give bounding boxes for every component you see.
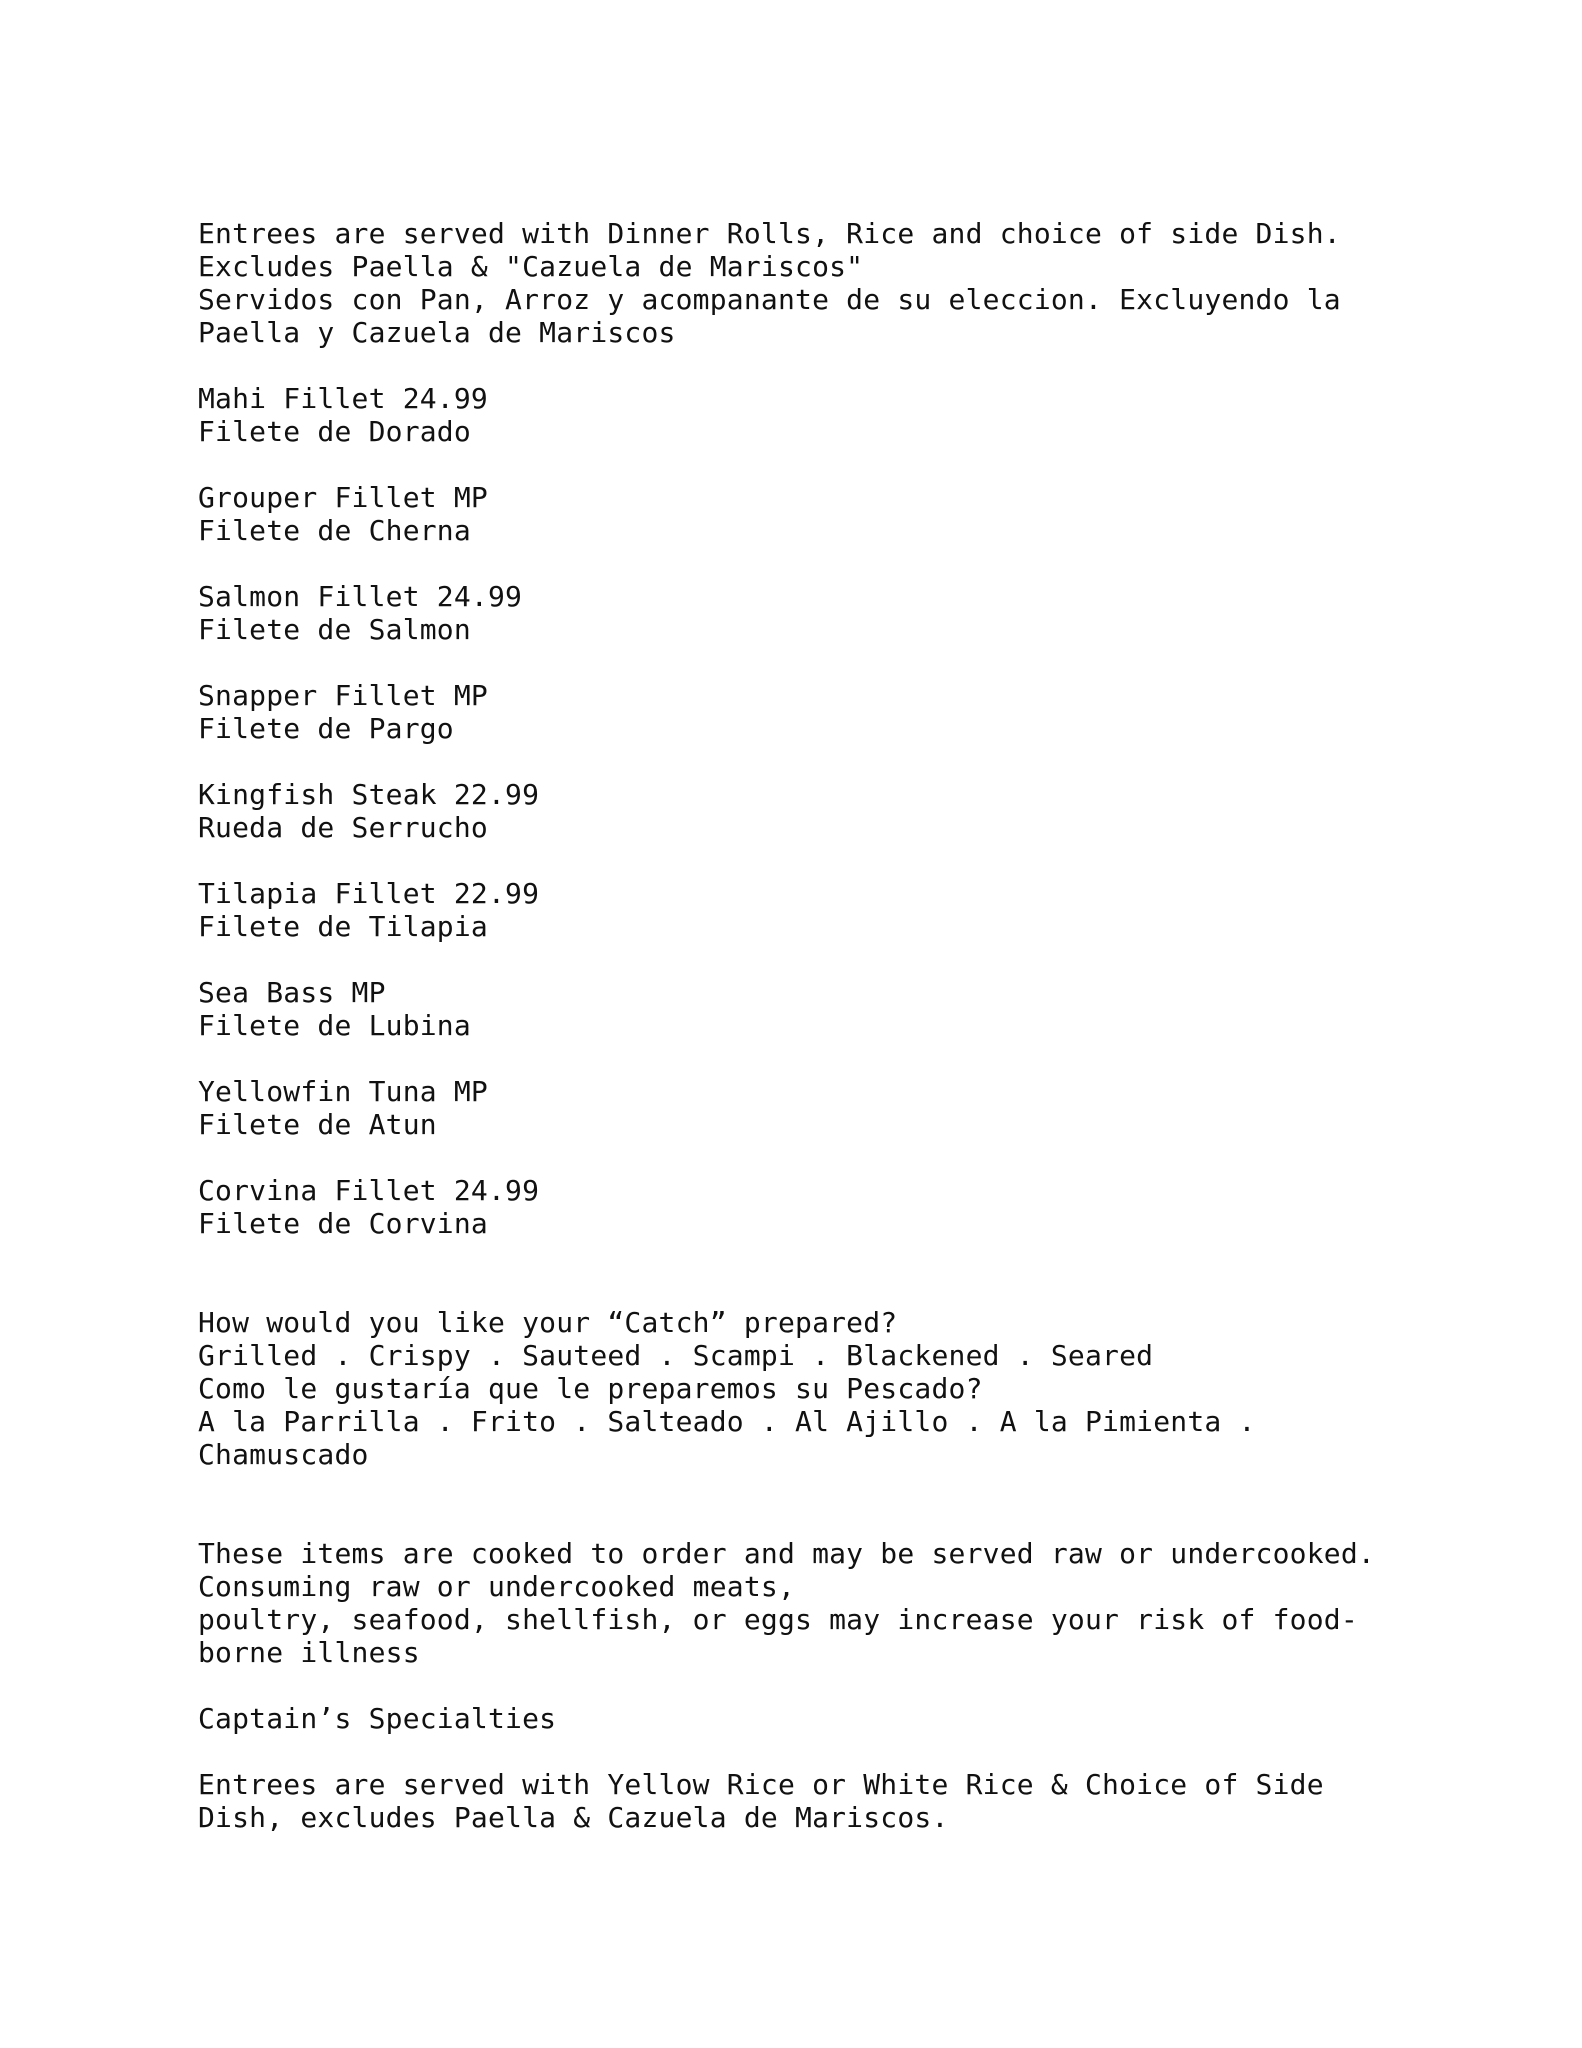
warning-line: borne illness <box>198 1636 420 1669</box>
menu-item <box>198 778 1418 844</box>
preparation-options-es: A la Parrilla . Frito . Salteado . Al Ajillo . A la Pimienta . <box>198 1405 1256 1438</box>
item-name: Mahi Fillet 24.99 <box>198 382 488 415</box>
intro-line: Entrees are served with Dinner Rolls, Rice and choice of side Dish. <box>198 217 1341 250</box>
menu-item <box>198 976 1418 1042</box>
preparation-question-es: Como le gustaría que le preparemos su Pescado? <box>198 1372 983 1405</box>
item-name: Salmon Fillet 24.99 <box>198 580 523 613</box>
item-spanish: Filete de Pargo <box>198 712 454 745</box>
item-spanish: Filete de Salmon <box>198 613 471 646</box>
warning-line: Consuming raw or undercooked meats, <box>198 1570 796 1603</box>
preparation-section <box>198 1306 1418 1471</box>
specialties-line: Entrees are served with Yellow Rice or White Rice & Choice of Side <box>198 1768 1324 1801</box>
intro-line: Excludes Paella & "Cazuela de Mariscos" <box>198 250 864 283</box>
warning-section <box>198 1537 1418 1669</box>
item-name: Kingfish Steak 22.99 <box>198 778 540 811</box>
item-spanish: Filete de Corvina <box>198 1207 488 1240</box>
item-name: Yellowfin Tuna MP <box>198 1075 488 1108</box>
menu-item <box>198 382 1418 448</box>
specialties-line: Dish, excludes Paella & Cazuela de Mariscos. <box>198 1801 949 1834</box>
item-name: Sea Bass MP <box>198 976 386 1009</box>
item-spanish: Filete de Atun <box>198 1108 437 1141</box>
warning-line: These items are cooked to order and may be served raw or undercooked. <box>198 1537 1375 1570</box>
preparation-options-en: Grilled . Crispy . Sauteed . Scampi . Blackened . Seared <box>198 1339 1154 1372</box>
item-name: Snapper Fillet MP <box>198 679 488 712</box>
item-spanish: Filete de Lubina <box>198 1009 471 1042</box>
preparation-question-en: How would you like your “Catch” prepared? <box>198 1306 898 1339</box>
menu-item <box>198 679 1418 745</box>
item-name: Grouper Fillet MP <box>198 481 488 514</box>
menu-item <box>198 580 1418 646</box>
intro-line: Paella y Cazuela de Mariscos <box>198 316 676 349</box>
specialties-title: Captain’s Specialties <box>198 1702 557 1735</box>
intro-section <box>198 217 1418 349</box>
preparation-options-es: Chamuscado <box>198 1438 369 1471</box>
intro-line: Servidos con Pan, Arroz y acompanante de su eleccion. Excluyendo la <box>198 283 1341 316</box>
warning-line: poultry, seafood, shellfish, or eggs may increase your risk of food- <box>198 1603 1358 1636</box>
menu-item <box>198 877 1418 943</box>
menu-item <box>198 1075 1418 1141</box>
item-name: Tilapia Fillet 22.99 <box>198 877 540 910</box>
item-spanish: Filete de Dorado <box>198 415 471 448</box>
item-spanish: Filete de Tilapia <box>198 910 488 943</box>
menu-page <box>198 217 1418 1834</box>
item-name: Corvina Fillet 24.99 <box>198 1174 540 1207</box>
item-spanish: Rueda de Serrucho <box>198 811 488 844</box>
item-spanish: Filete de Cherna <box>198 514 471 547</box>
menu-item <box>198 1174 1418 1240</box>
menu-item <box>198 481 1418 547</box>
specialties-section <box>198 1702 1418 1834</box>
